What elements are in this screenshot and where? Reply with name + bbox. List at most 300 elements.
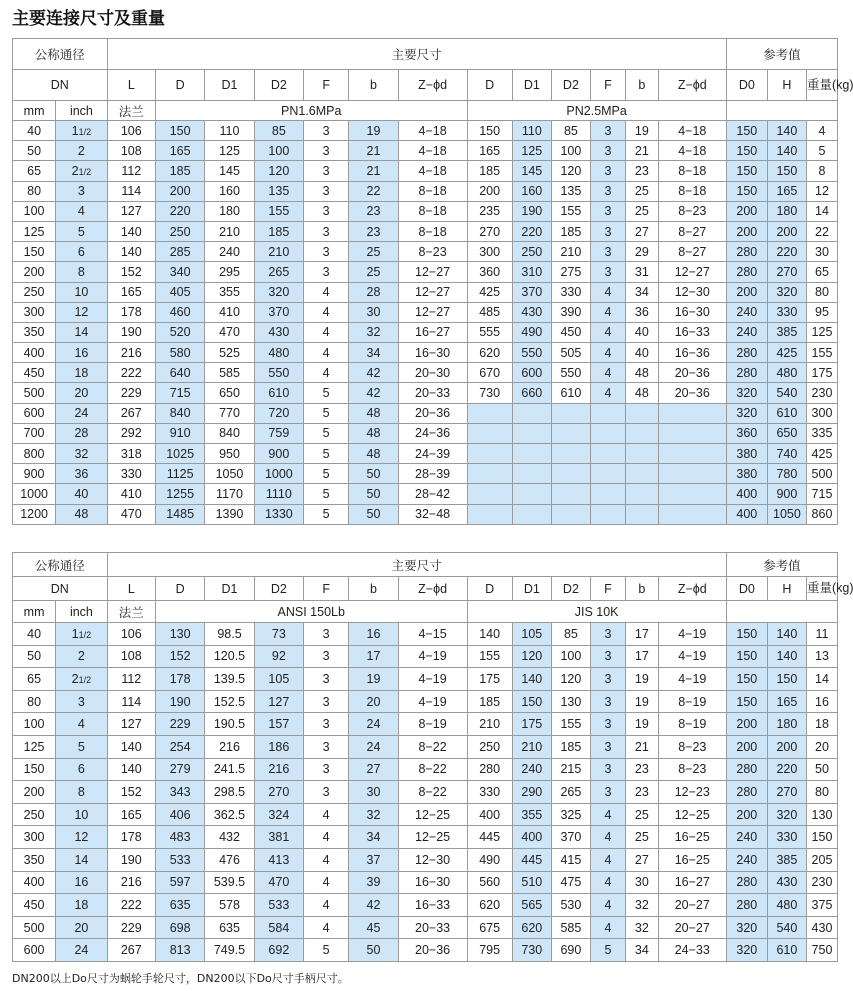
table-cell: 749.5: [205, 939, 254, 962]
table-cell: 8: [56, 781, 107, 804]
table-cell: 530: [551, 894, 590, 917]
table-cell: 385: [767, 848, 806, 871]
table-row: [13, 121, 838, 141]
table-cell: [590, 504, 625, 524]
table-row: [13, 201, 838, 221]
table-cell: 500: [806, 464, 837, 484]
page-title: 主要连接尺寸及重量: [12, 9, 165, 29]
table-cell: 200: [726, 201, 767, 221]
table-cell: 430: [512, 302, 551, 322]
table-cell: 24−39: [398, 444, 467, 464]
table-cell: 3: [590, 781, 625, 804]
table-cell: 3: [304, 201, 349, 221]
mm-header: mm: [13, 601, 56, 623]
table-cell: [625, 504, 658, 524]
table-cell: 610: [254, 383, 303, 403]
table-cell: 3: [304, 262, 349, 282]
table-cell: 900: [767, 484, 806, 504]
table-cell: 112: [107, 668, 155, 691]
table-cell: 4: [590, 803, 625, 826]
table-cell: 160: [512, 181, 551, 201]
table-cell: 16−25: [658, 848, 726, 871]
table-cell: 16−33: [658, 322, 726, 342]
table-cell: 185: [467, 690, 512, 713]
table-cell: 25: [625, 181, 658, 201]
col-header: D0: [726, 577, 767, 601]
table-cell: 230: [806, 871, 837, 894]
table-cell: 8−18: [398, 221, 467, 241]
table-cell: [590, 464, 625, 484]
col-header: Z−ϕd: [398, 70, 467, 101]
table-cell: 4: [304, 871, 349, 894]
col-header: D0: [726, 70, 767, 101]
standard-1-header: PN1.6MPa: [155, 101, 467, 121]
table-cell: 19: [625, 690, 658, 713]
table-cell: 5: [304, 444, 349, 464]
table-cell: 16−25: [658, 826, 726, 849]
table-cell: 475: [551, 871, 590, 894]
table-cell: 210: [254, 242, 303, 262]
table-cell: 220: [767, 758, 806, 781]
table-cell: 229: [155, 713, 204, 736]
table-row: [13, 343, 838, 363]
table-cell: 27: [349, 758, 398, 781]
table-cell: 1200: [13, 504, 56, 524]
table-cell: 29: [625, 242, 658, 262]
table-cell: 425: [806, 444, 837, 464]
table-cell: 10: [56, 282, 107, 302]
table-cell: 160: [205, 181, 254, 201]
table-cell: 32: [349, 322, 398, 342]
table-cell: 125: [512, 141, 551, 161]
table-cell: 48: [349, 444, 398, 464]
table-cell: 430: [767, 871, 806, 894]
table-cell: 190: [107, 322, 155, 342]
table-cell: 240: [726, 302, 767, 322]
table-cell: 19: [349, 121, 398, 141]
table-cell: [625, 423, 658, 443]
table-cell: 3: [304, 121, 349, 141]
table-cell: 140: [107, 735, 155, 758]
table-cell: 14: [806, 201, 837, 221]
table-cell: 4: [806, 121, 837, 141]
table-cell: 3: [304, 758, 349, 781]
table-cell: 145: [205, 161, 254, 181]
table-row: [13, 444, 838, 464]
table-cell: 12−25: [398, 826, 467, 849]
table-cell: 40: [625, 343, 658, 363]
table-cell: 730: [467, 383, 512, 403]
table-cell: 85: [551, 623, 590, 646]
table-cell: 92: [254, 645, 303, 668]
table-cell: 400: [726, 504, 767, 524]
table-cell: 445: [512, 848, 551, 871]
table-row: [13, 781, 838, 804]
table-cell: 240: [512, 758, 551, 781]
table-cell: 125: [13, 221, 56, 241]
table-cell: 114: [107, 181, 155, 201]
table-cell: 3: [304, 735, 349, 758]
table-cell: [551, 464, 590, 484]
col-header: D1: [512, 577, 551, 601]
table-cell: 4: [304, 803, 349, 826]
table-cell: 21: [625, 735, 658, 758]
table-cell: 1110: [254, 484, 303, 504]
table-cell: 5: [56, 221, 107, 241]
table-cell: 24−36: [398, 423, 467, 443]
table-cell: 280: [726, 871, 767, 894]
table-cell: 533: [254, 894, 303, 917]
table-cell: 4: [590, 848, 625, 871]
table-cell: 900: [13, 464, 56, 484]
table-cell: 42: [349, 363, 398, 383]
table-cell: 200: [726, 713, 767, 736]
table-cell: 21: [349, 161, 398, 181]
table-cell: 130: [155, 623, 204, 646]
table-cell: 108: [107, 141, 155, 161]
table-cell: 3: [590, 690, 625, 713]
table-cell: 12−30: [658, 282, 726, 302]
table-cell: 400: [13, 871, 56, 894]
table-cell: 380: [726, 444, 767, 464]
table-cell: 8−22: [398, 735, 467, 758]
table-cell: 280: [726, 758, 767, 781]
table-cell: 150: [806, 826, 837, 849]
table-cell: 350: [13, 322, 56, 342]
table-cell: 3: [56, 181, 107, 201]
table-cell: 620: [467, 894, 512, 917]
table-cell: 185: [467, 161, 512, 181]
table-cell: 280: [726, 242, 767, 262]
table-cell: 330: [467, 781, 512, 804]
table-cell: 152: [107, 262, 155, 282]
table-cell: 813: [155, 939, 204, 962]
table-cell: 200: [726, 803, 767, 826]
table-cell: [658, 504, 726, 524]
col-header: F: [304, 70, 349, 101]
table-cell: 150: [726, 121, 767, 141]
table-cell: 4: [590, 363, 625, 383]
table-cell: 950: [205, 444, 254, 464]
table-cell: 1050: [767, 504, 806, 524]
table-cell: [512, 423, 551, 443]
table-cell: 17: [625, 645, 658, 668]
table-cell: 20−36: [658, 363, 726, 383]
table-cell: 250: [155, 221, 204, 241]
table-cell: 120.5: [205, 645, 254, 668]
table-cell: 20: [806, 735, 837, 758]
table-cell: 155: [806, 343, 837, 363]
table-cell: [590, 444, 625, 464]
table-cell: 720: [254, 403, 303, 423]
dn-header: DN: [13, 577, 108, 601]
table-cell: 270: [254, 781, 303, 804]
table-cell: 730: [512, 939, 551, 962]
table-cell: 241.5: [205, 758, 254, 781]
col-header: D2: [551, 70, 590, 101]
table-cell: 8: [806, 161, 837, 181]
table-cell: [590, 484, 625, 504]
table-cell: 28: [56, 423, 107, 443]
table-cell: 48: [349, 423, 398, 443]
table-cell: 25: [625, 826, 658, 849]
table-cell: 525: [205, 343, 254, 363]
table-cell: 325: [551, 803, 590, 826]
col-header: D2: [254, 70, 303, 101]
table-cell: 3: [590, 758, 625, 781]
table-cell: 235: [467, 201, 512, 221]
table-cell: 200: [13, 262, 56, 282]
table-cell: 12: [806, 181, 837, 201]
table-cell: 48: [625, 383, 658, 403]
table-cell: 120: [551, 668, 590, 691]
table-cell: 400: [13, 343, 56, 363]
flange-header: 法兰: [107, 601, 155, 623]
table-cell: 125: [205, 141, 254, 161]
table-cell: 16−33: [398, 894, 467, 917]
table-cell: 320: [767, 282, 806, 302]
table-cell: 360: [467, 262, 512, 282]
main-dims-header: 主要尺寸: [107, 39, 726, 70]
table-cell: 25: [349, 262, 398, 282]
table-cell: 42: [349, 894, 398, 917]
table-cell: 200: [155, 181, 204, 201]
table-cell: 8−22: [398, 781, 467, 804]
table-cell: 5: [56, 735, 107, 758]
table-cell: 229: [107, 916, 155, 939]
table-cell: 165: [107, 803, 155, 826]
table-cell: 11/2: [56, 623, 107, 646]
table-cell: 95: [806, 302, 837, 322]
table-cell: 140: [767, 645, 806, 668]
table-cell: 3: [304, 623, 349, 646]
table-cell: 715: [155, 383, 204, 403]
table-cell: 32−48: [398, 504, 467, 524]
table-cell: 190.5: [205, 713, 254, 736]
table-cell: 140: [767, 141, 806, 161]
col-header: D: [155, 577, 204, 601]
table-cell: 320: [726, 403, 767, 423]
table-cell: 550: [512, 343, 551, 363]
table-cell: [658, 484, 726, 504]
table-cell: 380: [726, 464, 767, 484]
table-cell: 125: [13, 735, 56, 758]
table-cell: 98.5: [205, 623, 254, 646]
col-header: L: [107, 577, 155, 601]
table-cell: 415: [551, 848, 590, 871]
table-cell: 405: [155, 282, 204, 302]
table-cell: 4−19: [398, 645, 467, 668]
table-cell: 216: [205, 735, 254, 758]
table-cell: 8−18: [658, 161, 726, 181]
table-cell: 27: [625, 848, 658, 871]
table-cell: 8−19: [658, 690, 726, 713]
table-cell: 12−27: [398, 302, 467, 322]
table-cell: 140: [107, 221, 155, 241]
table-cell: 178: [107, 302, 155, 322]
table-cell: 10: [56, 803, 107, 826]
table-row: [13, 484, 838, 504]
table-cell: 280: [726, 363, 767, 383]
table-cell: 362.5: [205, 803, 254, 826]
table-cell: 298.5: [205, 781, 254, 804]
table-cell: 610: [767, 939, 806, 962]
table-cell: 16: [349, 623, 398, 646]
col-header: F: [590, 70, 625, 101]
table-cell: 165: [767, 690, 806, 713]
table-cell: 8: [56, 262, 107, 282]
table-cell: 4: [590, 343, 625, 363]
table-row: [13, 242, 838, 262]
table-cell: 165: [155, 141, 204, 161]
table-cell: 3: [590, 668, 625, 691]
table-row: [13, 894, 838, 917]
table-row: [13, 504, 838, 524]
table-cell: 4−19: [398, 690, 467, 713]
table-cell: 355: [205, 282, 254, 302]
table-cell: 24: [56, 939, 107, 962]
table-cell: 22: [349, 181, 398, 201]
table-cell: 4−19: [658, 668, 726, 691]
table-cell: 425: [467, 282, 512, 302]
table-cell: 100: [254, 141, 303, 161]
table-cell: 3: [304, 713, 349, 736]
table-cell: 740: [767, 444, 806, 464]
table-cell: 4: [304, 282, 349, 302]
col-header: F: [304, 577, 349, 601]
table-cell: 270: [767, 262, 806, 282]
table-cell: 34: [625, 282, 658, 302]
table-cell: 150: [726, 690, 767, 713]
table-cell: 80: [806, 781, 837, 804]
table-cell: 150: [726, 181, 767, 201]
col-header: L: [107, 70, 155, 101]
standard-2-header: JIS 10K: [467, 601, 726, 623]
table-cell: 150: [155, 121, 204, 141]
table-cell: [625, 444, 658, 464]
table-cell: 5: [304, 423, 349, 443]
nominal-header: 公称通径: [13, 553, 108, 577]
table-cell: 210: [467, 713, 512, 736]
table-cell: 12−27: [398, 282, 467, 302]
ref-header: 参考值: [726, 39, 837, 70]
table-cell: 125: [806, 322, 837, 342]
table-cell: [512, 484, 551, 504]
table-row: [13, 713, 838, 736]
col-header: 重量(kg): [806, 70, 837, 101]
table-cell: 16: [806, 690, 837, 713]
table-cell: 4: [304, 322, 349, 342]
table-cell: 279: [155, 758, 204, 781]
table-cell: 200: [726, 221, 767, 241]
table-cell: 120: [512, 645, 551, 668]
table-cell: 23: [349, 221, 398, 241]
table-cell: 200: [767, 735, 806, 758]
table-cell: 320: [254, 282, 303, 302]
table-cell: 108: [107, 645, 155, 668]
table-cell: 185: [551, 221, 590, 241]
table-cell: 127: [107, 713, 155, 736]
table-cell: 3: [590, 161, 625, 181]
table-cell: 2: [56, 645, 107, 668]
table-cell: 155: [551, 713, 590, 736]
table-cell: 16−30: [658, 302, 726, 322]
table-cell: 16−27: [398, 322, 467, 342]
table-cell: 100: [551, 141, 590, 161]
table-cell: 27: [625, 221, 658, 241]
table-cell: 410: [107, 484, 155, 504]
table-cell: 127: [254, 690, 303, 713]
table-cell: 585: [551, 916, 590, 939]
table-cell: 19: [625, 668, 658, 691]
table-cell: 860: [806, 504, 837, 524]
table-cell: 20−30: [398, 363, 467, 383]
table-cell: 21: [625, 141, 658, 161]
table-cell: [551, 484, 590, 504]
table-cell: 200: [726, 735, 767, 758]
table-cell: 150: [726, 141, 767, 161]
table-cell: 432: [205, 826, 254, 849]
table-cell: 21/2: [56, 161, 107, 181]
table-cell: [551, 423, 590, 443]
table-cell: 4: [590, 916, 625, 939]
table-cell: 650: [767, 423, 806, 443]
table-cell: 40: [625, 322, 658, 342]
table-cell: 24: [56, 403, 107, 423]
table-cell: 200: [13, 781, 56, 804]
table-cell: 150: [13, 242, 56, 262]
table-cell: 3: [590, 623, 625, 646]
table-cell: 1125: [155, 464, 204, 484]
table-cell: 240: [726, 848, 767, 871]
table-cell: 220: [512, 221, 551, 241]
table-cell: [625, 464, 658, 484]
table-cell: 490: [467, 848, 512, 871]
table-cell: 140: [107, 758, 155, 781]
table-cell: 650: [205, 383, 254, 403]
table-cell: 470: [205, 322, 254, 342]
table-cell: 413: [254, 848, 303, 871]
main-dims-header: 主要尺寸: [107, 553, 726, 577]
table-cell: 4: [590, 871, 625, 894]
table-cell: 50: [349, 484, 398, 504]
table-cell: 210: [551, 242, 590, 262]
table-cell: 40: [13, 623, 56, 646]
table-cell: 1390: [205, 504, 254, 524]
table-cell: 430: [254, 322, 303, 342]
table-cell: 3: [590, 645, 625, 668]
table-cell: 180: [767, 713, 806, 736]
table-cell: 34: [625, 939, 658, 962]
table-cell: 4−18: [658, 141, 726, 161]
table-cell: 112: [107, 161, 155, 181]
table-row: [13, 221, 838, 241]
table-cell: 8−18: [658, 181, 726, 201]
table-cell: 520: [155, 322, 204, 342]
col-header: 重量(kg): [806, 577, 837, 601]
spec-table-ansi-jis: [12, 552, 853, 962]
table-cell: 220: [767, 242, 806, 262]
table-cell: 20−36: [398, 403, 467, 423]
table-cell: 300: [806, 403, 837, 423]
table-cell: 20−33: [398, 383, 467, 403]
table-cell: 4−19: [658, 645, 726, 668]
table-cell: 560: [467, 871, 512, 894]
table-row: [13, 690, 838, 713]
table-cell: 18: [56, 894, 107, 917]
table-cell: 3: [590, 141, 625, 161]
table-cell: 30: [349, 781, 398, 804]
